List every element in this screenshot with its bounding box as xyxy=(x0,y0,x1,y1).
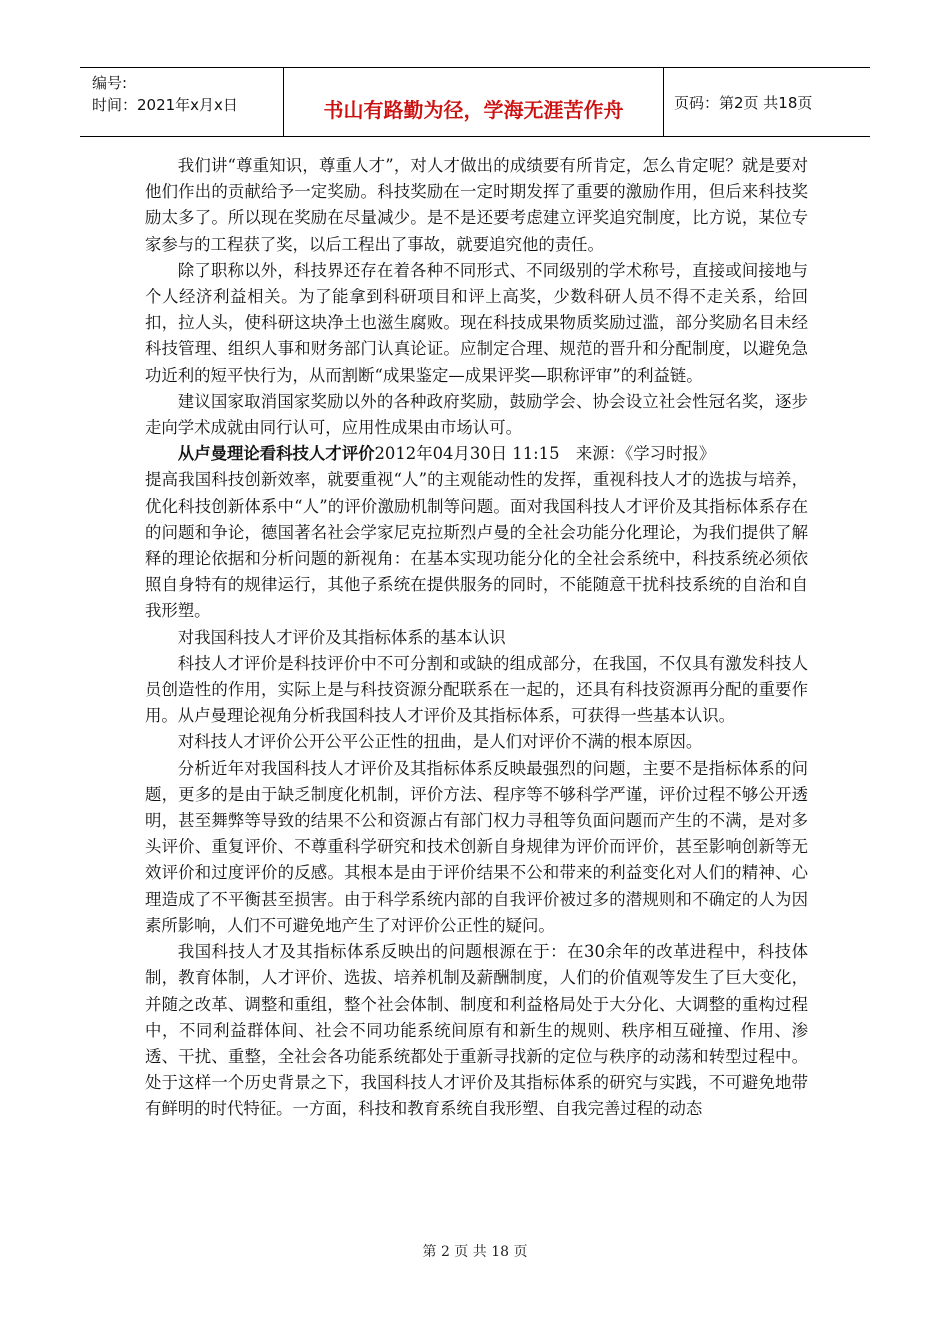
article-paragraph: 科技人才评价是科技评价中不可分割和或缺的组成部分，在我国，不仅具有激发科技人员创造性的作用，实际上是与科技资源分配联系在一起的，还具有科技资源再分配的重要作用。从卢曼理论视角分析我国科技人才评价及其指标体系，可获得一些基本认识。 xyxy=(145,653,808,726)
body-paragraph: 我们讲“尊重知识，尊重人才”，对人才做出的成绩要有所肯定，怎么肯定呢？就是要对他们作出的贡献给予一定奖励。科技奖励在一定时期发挥了重要的激励作用，但后来科技奖励太多了。所以现在奖励在尽量减少。是不是还要考虑建立评奖追究制度，比方说，某位专家参与的工程获了奖，以后工程出了事故，就要追究他的责任。 xyxy=(145,156,808,254)
header-info-cell xyxy=(80,68,284,136)
page-header xyxy=(80,67,870,137)
article-paragraph: 我国科技人才及其指标体系反映出的问题根源在于：在30余年的改革进程中，科技体制，教育体制，人才评价、选拔、培养机制及薪酬制度，人们的价值观等发生了巨大变化，并随之改革、调整和重组，整个社会体制、制度和利益格局处于大分化、大调整的重构过程中，不同利益群体间、社会不同功能系统间原有和新生的规则、秩序相互碰撞、作用、渗透、干扰、重整，全社会各功能系统都处于重新寻找新的定位与秩序的动荡和转型过程中。处于这样一个历史背景之下，我国科技人才评价及其指标体系的研究与实践，不可避免地带有鲜明的时代特征。一方面，科技和教育系统自我形塑、自我完善过程的动态 xyxy=(145,942,808,1119)
article-heading xyxy=(145,441,808,467)
article-title: 从卢曼理论看科技人才评价 xyxy=(177,444,375,464)
document-number-label: 编号: xyxy=(92,74,128,92)
header-page-info: 页码：第2页 共18页 xyxy=(674,93,813,112)
article-lead: 提高我国科技创新效率，就要重视“人”的主观能动性的发挥，重视科技人才的选拔与培养，优化科技创新体系中“人”的评价激励机制等问题。面对我国科技人才评价及其指标体系存在的问题和争论，德国著名社会学家尼克拉斯烈卢曼的全社会功能分化理论，为我们提供了解释的理论依据和分析问题的新视角：在基本实现功能分化的全社会系统中，科技系统必须依照自身特有的规律运行，其他子系统在提供服务的同时，不能随意干扰科技系统的自治和自我形塑。 xyxy=(145,470,808,621)
document-time-label: 时间：2021年x月x日 xyxy=(92,96,238,114)
article-paragraph: 对我国科技人才评价及其指标体系的基本认识 xyxy=(177,627,506,647)
article-paragraph: 分析近年对我国科技人才评价及其指标体系反映最强烈的问题，主要不是指标体系的问题，更多的是由于缺乏制度化机制，评价方法、程序等不够科学严谨，评价过程不够公开透明，甚至舞弊等导致的结果不公和资源占有部门权力寻租等负面问题而产生的不满，是对多头评价、重复评价、不尊重科学研究和技术创新自身规律为评价而评价，甚至影响创新等无效评价和过度评价的反感。其根本是由于评价结果不公和带来的利益变化对人们的精神、心理造成了不平衡甚至损害。由于科学系统内部的自我评价被过多的潜规则和不确定的人为因素所影响，人们不可避免地产生了对评价公正性的疑问。 xyxy=(145,758,808,935)
article-meta: 2012年04月30日 11:15 来源：《学习时报》 xyxy=(374,444,716,464)
page-footer: 第 2 页 共 18 页 xyxy=(422,1244,528,1260)
document-body xyxy=(145,153,808,1123)
body-paragraph: 建议国家取消国家奖励以外的各种政府奖励，鼓励学会、协会设立社会性冠名奖，逐步走向学术成就由同行认可，应用性成果由市场认可。 xyxy=(145,391,808,438)
article-paragraph: 对科技人才评价公开公平公正性的扭曲，是人们对评价不满的根本原因。 xyxy=(177,732,703,752)
header-page-cell xyxy=(664,68,870,136)
header-motto-cell xyxy=(284,68,664,136)
header-motto: 书山有路勤为径，学海无涯苦作舟 xyxy=(323,97,624,122)
body-paragraph: 除了职称以外，科技界还存在着各种不同形式、不同级别的学术称号，直接或间接地与个人经济利益相关。为了能拿到科研项目和评上高奖，少数科研人员不得不走关系，给回扣，拉人头，使科研这块净土也滋生腐败。现在科技成果物质奖励过滥，部分奖励名目未经科技管理、组织人事和财务部门认真论证。应制定合理、规范的晋升和分配制度，以避免急功近利的短平快行为，从而割断“成果鉴定—成果评奖—职称评审”的利益链。 xyxy=(145,260,808,385)
